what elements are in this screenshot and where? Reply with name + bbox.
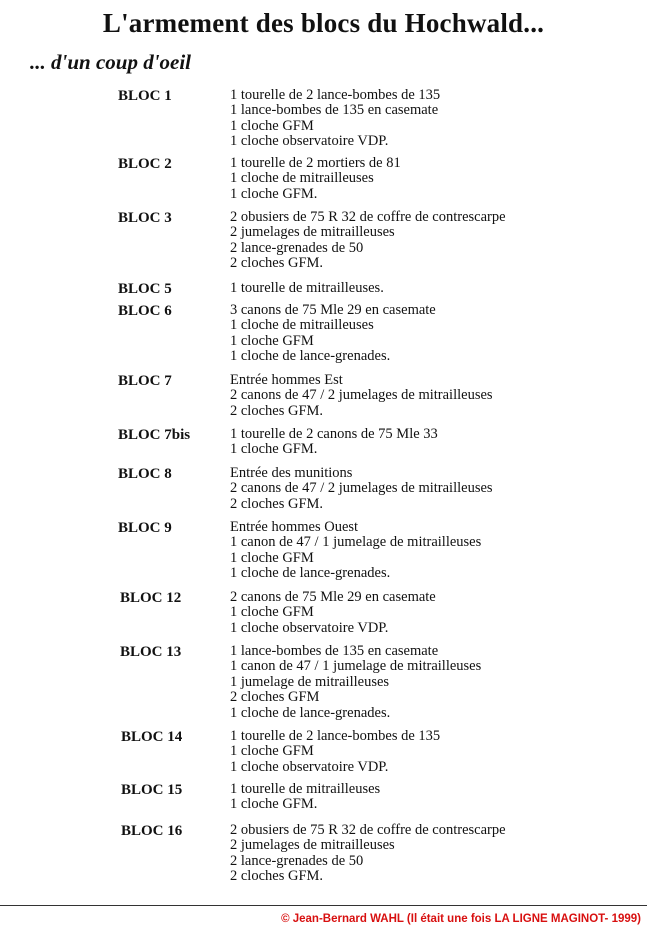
bloc-armament-list — [230, 373, 493, 419]
bloc-armament-list — [230, 823, 506, 885]
armament-item: 1 cloche GFM. — [230, 185, 318, 202]
bloc-armament-list — [230, 520, 481, 582]
armament-item: 1 cloche GFM. — [230, 441, 318, 458]
bloc-name: BLOC 13 — [120, 644, 182, 660]
bloc-armament-list — [230, 466, 493, 512]
armament-item: 2 lance-grenades de 50 — [230, 852, 364, 869]
bloc-armament-list — [230, 281, 384, 296]
armament-item: 1 lance-bombes de 135 en casemate — [230, 102, 439, 119]
armament-item: 2 jumelages de mitrailleuses — [230, 837, 395, 854]
bloc-armament-list — [230, 782, 380, 813]
armament-item: 1 cloche de mitrailleuses — [230, 170, 374, 187]
armament-item: 2 cloches GFM. — [230, 868, 324, 885]
armament-item: 1 cloche de mitrailleuses — [230, 317, 374, 334]
armament-item: 1 tourelle de 2 lance-bombes de 135 — [230, 87, 441, 103]
armament-item: 1 jumelage de mitrailleuses — [230, 673, 390, 690]
bloc-armament-list — [230, 729, 440, 775]
bloc-name: BLOC 1 — [118, 88, 172, 104]
bloc-name: BLOC 5 — [118, 281, 172, 297]
armament-item: 1 cloche observatoire VDP. — [230, 133, 389, 150]
bloc-armament-list — [230, 88, 440, 150]
armament-item: 1 tourelle de mitrailleuses — [230, 781, 381, 797]
armament-item: 1 cloche de lance-grenades. — [230, 704, 391, 721]
armament-item: 2 cloches GFM. — [230, 495, 324, 512]
armament-item: 2 canons de 47 / 2 jumelages de mitrailleuses — [230, 480, 493, 497]
bloc-armament-list — [230, 156, 401, 202]
armament-item: 1 cloche GFM — [230, 332, 314, 349]
bloc-armament-list — [230, 427, 438, 458]
armament-item: 1 tourelle de mitrailleuses. — [230, 280, 384, 296]
armament-item: Entrée des munitions — [230, 465, 353, 481]
armament-item: Entrée hommes Ouest — [230, 519, 359, 535]
armament-item: 1 canon de 47 / 1 jumelage de mitrailleuses — [230, 658, 482, 675]
bloc-armament-list — [230, 210, 506, 272]
page-title: L'armement des blocs du Hochwald... — [102, 8, 545, 38]
armament-item: 1 cloche GFM. — [230, 796, 318, 813]
bloc-name: BLOC 3 — [118, 210, 172, 226]
bloc-name: BLOC 12 — [120, 590, 182, 606]
bloc-name: BLOC 9 — [118, 520, 172, 536]
armament-item: 1 cloche GFM — [230, 743, 314, 760]
armament-item: 1 cloche de lance-grenades. — [230, 565, 391, 582]
bloc-name: BLOC 8 — [118, 466, 172, 482]
armament-item: 3 canons de 75 Mle 29 en casemate — [230, 302, 436, 318]
armament-item: 1 tourelle de 2 lance-bombes de 135 — [230, 728, 441, 744]
bloc-name: BLOC 7 — [118, 373, 172, 389]
armament-item: 1 tourelle de 2 canons de 75 Mle 33 — [230, 426, 438, 442]
armament-item: 2 lance-grenades de 50 — [230, 239, 364, 256]
armament-item: 1 cloche GFM — [230, 117, 314, 134]
armament-item: 2 canons de 75 Mle 29 en casemate — [230, 589, 436, 605]
page-subtitle: ... d'un coup d'oeil — [30, 50, 192, 74]
armament-item: 2 cloches GFM — [230, 689, 320, 706]
bloc-armament-list — [230, 644, 481, 721]
armament-item: 1 cloche GFM — [230, 604, 314, 621]
bloc-name: BLOC 6 — [118, 303, 172, 319]
bloc-name: BLOC 7bis — [118, 427, 191, 443]
bloc-name: BLOC 16 — [121, 823, 183, 839]
armament-item: Entrée hommes Est — [230, 372, 343, 388]
armament-item: 2 obusiers de 75 R 32 de coffre de contrescarpe — [230, 822, 506, 838]
armament-item: 2 cloches GFM. — [230, 402, 324, 419]
armament-item: 2 jumelages de mitrailleuses — [230, 224, 395, 241]
bloc-name: BLOC 2 — [118, 156, 172, 172]
armament-item: 2 obusiers de 75 R 32 de coffre de contrescarpe — [230, 209, 506, 225]
armament-item: 2 cloches GFM. — [230, 255, 324, 272]
bloc-armament-list — [230, 303, 436, 365]
bloc-armament-list — [230, 590, 436, 636]
armament-item: 1 cloche de lance-grenades. — [230, 348, 391, 365]
footer-credit: © Jean-Bernard WAHL (Il était une fois LA LIGNE MAGINOT- 1999) — [281, 913, 641, 925]
armament-item: 1 cloche GFM — [230, 549, 314, 566]
armament-item: 1 cloche observatoire VDP. — [230, 758, 389, 775]
footer-divider — [0, 905, 647, 906]
armament-item: 1 canon de 47 / 1 jumelage de mitrailleuses — [230, 534, 482, 551]
armament-item: 1 cloche observatoire VDP. — [230, 619, 389, 636]
armament-item: 1 lance-bombes de 135 en casemate — [230, 643, 439, 659]
bloc-name: BLOC 14 — [121, 729, 183, 745]
armament-item: 2 canons de 47 / 2 jumelages de mitrailleuses — [230, 387, 493, 404]
bloc-name: BLOC 15 — [121, 782, 183, 798]
armament-item: 1 tourelle de 2 mortiers de 81 — [230, 155, 401, 171]
